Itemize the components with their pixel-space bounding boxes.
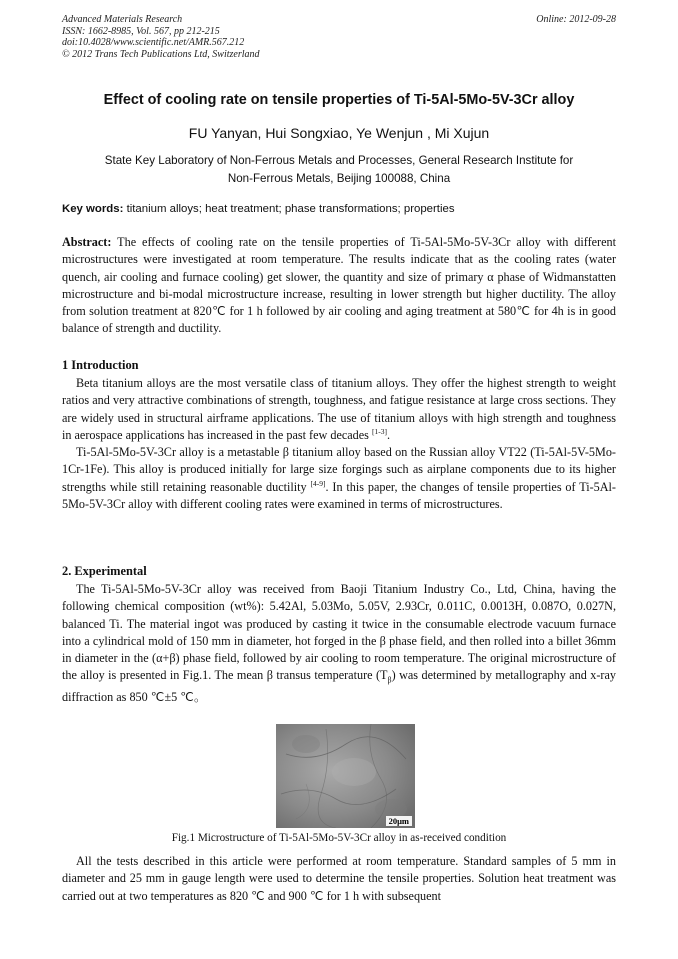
exp-p1-end: ) was determined by metallography and x-ray diffraction as 850 ℃±5 ℃。: [62, 668, 616, 705]
citation-ref: [1-3]: [371, 426, 387, 436]
citation-ref: [4-9]: [310, 478, 326, 488]
experimental-paragraph-2: All the tests described in this article were performed at room temperature. Standard samples of 5 mm in diameter and 25 mm in gauge length were used to determine the tensile properties. Solution heat treatment was carried out at two temperatures as 820 ℃ and 900 ℃ for 1 h with subsequent: [62, 854, 616, 903]
online-date: Online: 2012-09-28: [536, 14, 616, 25]
author-list: FU Yanyan, Hui Songxiao, Ye Wenjun , Mi Xujun: [188, 125, 490, 141]
keywords-label: Key words:: [62, 203, 124, 215]
micrograph-image: [276, 724, 415, 828]
affiliation-line-1: State Key Laboratory of Non-Ferrous Metals and Processes, General Research Institute for: [104, 154, 574, 167]
journal-copyright: © 2012 Trans Tech Publications Ltd, Switzerland: [62, 48, 260, 60]
exp-p1-text: The Ti-5Al-5Mo-5V-3Cr alloy was received from Baoji Titanium Industry Co., Ltd, China, having the following chemical composition (wt%): 5.42Al, 5.03Mo, 5.05V, 2.93Cr, 0.011C, 0.0013H, 0.087O, 0.027N, balanced Ti. The material ingot was produced by casting it twice in the consumable electrode vacuum furnace into a cylindrical mold of 150 mm in diameter, hot forged in the β phase field, and then rolled into a billet 36mm in diameter in the (α+β) phase field, followed by air cooling to room temperature. The original microstructure of the alloy is presented in Fig.1. The mean β transus temperature (T: [62, 582, 616, 683]
experimental-body: [62, 581, 616, 707]
intro-paragraph-1: [62, 375, 616, 444]
intro-p1-text: Beta titanium alloys are the most versatile class of titanium alloys. They offer the highest strength to weight ratios and very attractive combinations of strength, toughness, and fatigue resistance at large cross sections. They are widely used in structural airframe applications. The use of titanium alloys with high strength and toughness in aerospace applications has increased in the past few decades: [62, 376, 616, 442]
abstract-text: The effects of cooling rate on the tensile properties of Ti-5Al-5Mo-5V-3Cr alloy with different microstructures were investigated at room temperature. The results indicate that as the cooling rates (water quench, air cooling and furnace cooling) get slower, the quantity and size of primary α phase of Widmanstatten microstructure and bi-modal microstructure increase, resulting in lower strength but higher ductility. The alloy from solution treatment at 820℃ for 1 h followed by air cooling and aging treatment at 580℃ for 4h is in good balance of strength and ductility.: [62, 235, 616, 336]
intro-p1-end: .: [386, 427, 391, 442]
journal-header: [62, 14, 616, 60]
beta-subscript: β: [387, 675, 392, 685]
section-heading-experimental: 2. Experimental: [62, 564, 147, 578]
microstructure-figure: [276, 724, 415, 828]
abstract: [62, 234, 616, 338]
journal-issn: ISSN: 1662-8985, Vol. 567, pp 212-215: [62, 25, 220, 37]
figure-caption: Fig.1 Microstructure of Ti-5Al-5Mo-5V-3Cr alloy in as-received condition: [171, 832, 507, 844]
keywords-text: titanium alloys; heat treatment; phase transformations; properties: [123, 203, 455, 215]
keywords: [62, 203, 616, 215]
affiliation-line-2: Non-Ferrous Metals, Beijing 100088, China: [227, 172, 451, 185]
intro-paragraph-2: [62, 444, 616, 513]
journal-name: Advanced Materials Research: [62, 14, 183, 25]
scale-bar-label: 20μm: [386, 816, 412, 826]
introduction-body: [62, 375, 616, 513]
experimental-paragraph-1: [62, 581, 616, 707]
journal-doi: doi:10.4028/www.scientific.net/AMR.567.212: [62, 37, 245, 48]
abstract-label: Abstract:: [62, 235, 112, 249]
affiliation: [62, 152, 616, 188]
section-heading-introduction: 1 Introduction: [62, 358, 139, 372]
intro-p2-text: Ti-5Al-5Mo-5V-3Cr alloy is a metastable β titanium alloy based on the Russian alloy VT22 (Ti-5Al-5V-5Mo-1Cr-1Fe). This alloy is produced initially for large size forgings such as airplane components due to its higher strengths while still retaining reasonable ductility: [62, 445, 616, 494]
paper-title: Effect of cooling rate on tensile properties of Ti-5Al-5Mo-5V-3Cr alloy: [103, 92, 575, 108]
experimental-body-continued: [62, 853, 616, 905]
intro-p2-end: . In this paper, the changes of tensile properties of Ti-5Al-5Mo-5V-3Cr alloy with different cooling rates were examined in terms of microstructures.: [62, 479, 616, 512]
